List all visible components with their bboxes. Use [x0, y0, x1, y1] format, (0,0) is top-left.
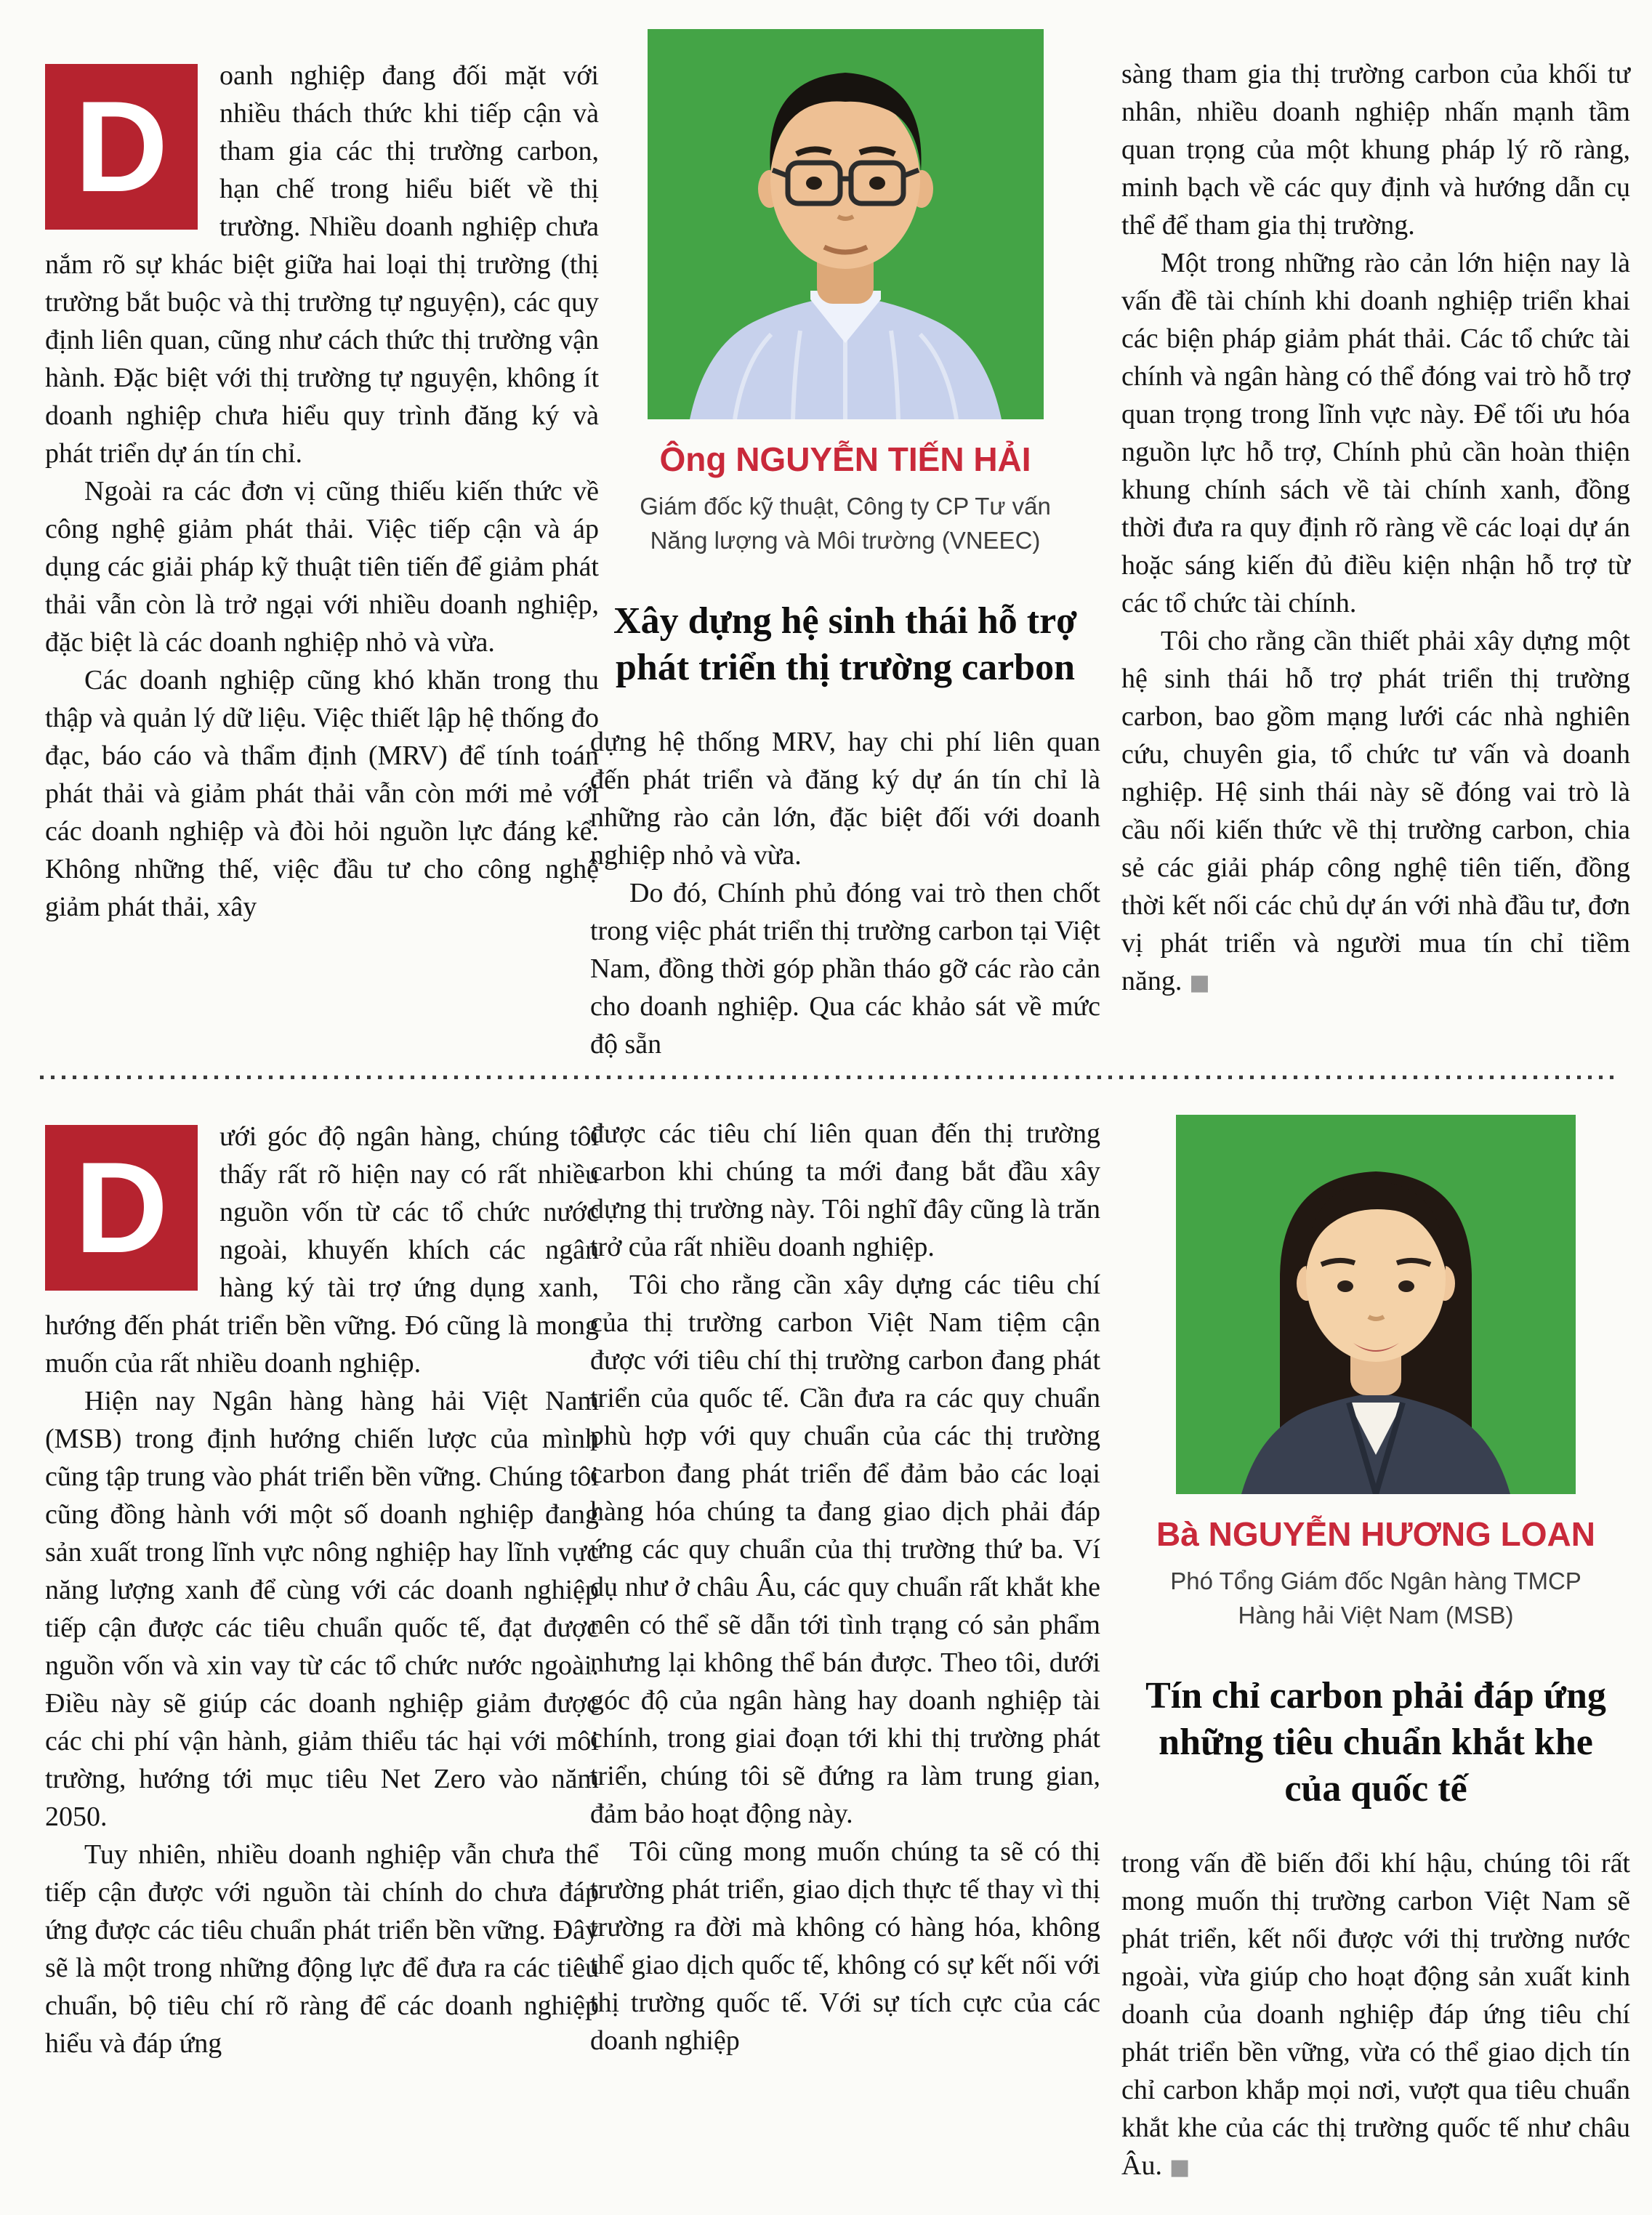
section-headline	[590, 598, 1100, 691]
paragraph-text: oanh nghiệp đang đối mặt với nhiều thách thức khi tiếp cận và tham gia các thị trường carbon, hạn chế trong hiểu biết về thị trường. Nhiều doanh nghiệp chưa nắm rõ sự khác biệt giữa hai loại thị trường (thị trường bắt buộc và thị trường tự nguyện), các quy định liên quan, cũng như cách thức thị trường vận hành. Đặc biệt với thị trường tự nguyện, không ít doanh nghiệp chưa hiểu quy trình đăng ký và phát triển dự án tín chỉ.	[45, 60, 599, 469]
paragraph-text: Hiện nay Ngân hàng hàng hải Việt Nam (MSB) trong định hướng chiến lược của mình cũng tập trung vào phát triển bền vững. Chúng tôi cũng đồng hành với một số doanh nghiệp đang sản xuất trong lĩnh vực nông nghiệp hay lĩnh vực năng lượng xanh để cùng với các doanh nghiệp tiếp cận được các tiêu chuẩn quốc tế, đạt được nguồn vốn và xin vay từ các tổ chức nước ngoài. Điều này sẽ giúp các doanh nghiệp giảm được các chi phí vận hành, giảm thiểu tác hại với môi trường, hướng tới mục tiêu Net Zero vào năm 2050.	[45, 1386, 599, 1832]
paragraph-text: Ngoài ra các đơn vị cũng thiếu kiến thức về công nghệ giảm phát thải. Việc tiếp cận và áp dụng các giải pháp kỹ thuật tiên tiến để giảm phát thải vẫn còn là trở ngại với nhiều doanh nghiệp, đặc biệt là các doanh nghiệp nhỏ và vừa.	[45, 476, 599, 658]
column-body	[590, 723, 1100, 1063]
paragraph-text: sàng tham gia thị trường carbon của khối tư nhân, nhiều doanh nghiệp nhấn mạnh tầm quan trọng của một khung pháp lý rõ ràng, minh bạch về các quy định và hướng dẫn cụ thể để tham gia thị trường.	[1121, 59, 1630, 241]
top-left-column	[45, 57, 599, 926]
speaker-name: Ông NGUYỄN TIẾN HẢI	[659, 440, 1031, 478]
portrait-photo-nguyen-tien-hai	[648, 29, 1044, 419]
body-paragraph	[45, 661, 599, 926]
portrait-photo-nguyen-huong-loan	[1176, 1115, 1576, 1494]
body-paragraph	[45, 57, 599, 472]
headline-line: phát triển thị trường carbon	[616, 647, 1075, 688]
speaker-role-line: Hàng hải Việt Nam (MSB)	[1238, 1602, 1514, 1629]
paragraph-text: trong vấn đề biến đổi khí hậu, chúng tôi rất mong muốn thị trường carbon Việt Nam sẽ phát triển, kết nối được với thị trường nước ngoài, vừa giúp cho hoạt động sản xuất kinh doanh của doanh nghiệp đáp ứng tiêu chí phát triển bền vững, vừa có thể giao dịch tín chỉ carbon khắp mọi nơi, vượt qua tiêu chuẩn khắt khe của các thị trường quốc tế như châu Âu.	[1121, 1848, 1630, 2181]
headline-line: những tiêu chuẩn khắt khe	[1159, 1722, 1593, 1763]
body-paragraph	[1121, 244, 1630, 622]
body-paragraph	[590, 723, 1100, 874]
speaker-name: Bà NGUYỄN HƯƠNG LOAN	[1156, 1515, 1595, 1553]
top-right-column	[1121, 55, 1630, 1002]
paragraph-text: ưới góc độ ngân hàng, chúng tôi thấy rất rõ hiện nay có rất nhiều nguồn vốn từ các tổ chức nước ngoài, khuyến khích các ngân hàng ký tài trợ ứng dụng xanh, hướng đến phát triển bền vững. Đó cũng là mong muốn của rất nhiều doanh nghiệp.	[45, 1121, 599, 1379]
speaker-role-line: Phó Tổng Giám đốc Ngân hàng TMCP	[1170, 1568, 1582, 1594]
body-paragraph	[45, 1382, 599, 1836]
paragraph-text: Một trong những rào cản lớn hiện nay là vấn đề tài chính khi doanh nghiệp triển khai các biện pháp giảm phát thải. Các tổ chức tài chính và ngân hàng có thể đóng vai trò hỗ trợ quan trọng trong lĩnh vực này. Để tối ưu hóa nguồn lực hỗ trợ, Chính phủ cần hoàn thiện khung chính sách về tài chính xanh, đồng thời đưa ra quy định rõ ràng về các loại dự án hoặc sáng kiến đủ điều kiện nhận hỗ trợ từ các tổ chức tài chính.	[1121, 248, 1630, 618]
bottom-middle-column	[590, 1115, 1100, 2059]
paragraph-text: Các doanh nghiệp cũng khó khăn trong thu thập và quản lý dữ liệu. Việc thiết lập hệ thống đo đạc, báo cáo và thẩm định (MRV) để tính toán phát thải và giảm phát thải vẫn còn mới mẻ với các doanh nghiệp và đòi hỏi nguồn lực đáng kể. Không những thế, việc đầu tư cho công nghệ giảm phát thải, xây	[45, 665, 599, 922]
body-paragraph	[590, 874, 1100, 1063]
dotted-section-divider	[40, 1076, 1613, 1079]
body-paragraph	[45, 1118, 599, 1382]
paragraph-text: Do đó, Chính phủ đóng vai trò then chốt trong việc phát triển thị trường carbon tại Việt Nam, đồng thời góp phần tháo gỡ các rào cản cho doanh nghiệp. Qua các khảo sát về mức độ sẵn	[590, 878, 1100, 1060]
drop-cap: D	[45, 64, 198, 230]
body-paragraph	[1121, 622, 1630, 1002]
headline-line: Xây dựng hệ sinh thái hỗ trợ	[613, 600, 1077, 642]
paragraph-text: Tôi cho rằng cần thiết phải xây dựng một hệ sinh thái hỗ trợ phát triển thị trường carbon, bao gồm mạng lưới các nhà nghiên cứu, chuyên gia, tổ chức tư vấn và doanh nghiệp. Hệ sinh thái này sẽ đóng vai trò là cầu nối kiến thức về thị trường carbon, chia sẻ các giải pháp công nghệ tiên tiến, đồng thời kết nối các chủ dự án với nhà đầu tư, đơn vị phát triển và người mua tín chỉ tiềm năng.	[1121, 626, 1630, 996]
body-paragraph	[590, 1833, 1100, 2059]
end-mark-icon: ■	[1169, 2155, 1190, 2180]
body-paragraph	[45, 472, 599, 661]
headline-line: của quốc tế	[1284, 1768, 1467, 1809]
body-paragraph	[1121, 55, 1630, 244]
end-mark-icon: ■	[1189, 970, 1210, 996]
paragraph-text: Tuy nhiên, nhiều doanh nghiệp vẫn chưa thể tiếp cận được với nguồn tài chính do chưa đáp ứng được các tiêu chuẩn phát triển bền vững. Đây sẽ là một trong những động lực để đưa ra các tiêu chuẩn, bộ tiêu chí rõ ràng để các doanh nghiệp hiểu và đáp ứng	[45, 1839, 599, 2059]
section-headline	[1121, 1673, 1630, 1812]
drop-cap: D	[45, 1125, 198, 1291]
paragraph-text: dựng hệ thống MRV, hay chi phí liên quan đến phát triển và đăng ký dự án tín chỉ là những rào cản lớn, đặc biệt đối với doanh nghiệp nhỏ và vừa.	[590, 727, 1100, 871]
column-body	[1121, 1844, 1630, 2187]
speaker-role-line: Năng lượng và Môi trường (VNEEC)	[650, 527, 1041, 554]
speaker-role	[1121, 1564, 1630, 1632]
paragraph-text: được các tiêu chí liên quan đến thị trường carbon khi chúng ta mới đang bắt đầu xây dựng thị trường này. Tôi nghĩ đây cũng là trăn trở của rất nhiều doanh nghiệp.	[590, 1118, 1100, 1262]
body-paragraph	[1121, 1844, 1630, 2187]
speaker-role	[590, 489, 1100, 557]
paragraph-text: Tôi cho rằng cần xây dựng các tiêu chí của thị trường carbon Việt Nam tiệm cận được với tiêu chí thị trường carbon đang phát triển của quốc tế. Cần đưa ra các quy chuẩn phù hợp với quy chuẩn của các thị trường carbon đang phát triển để đảm bảo các loại hàng hóa chúng ta đang giao dịch phải đáp ứng các quy chuẩn của thị trường thứ ba. Ví dụ như ở châu Âu, các quy chuẩn rất khắt khe nên có thể sẽ dẫn tới tình trạng có sản phẩm nhưng lại không thể bán được. Theo tôi, dưới góc độ của ngân hàng hay doanh nghiệp tài chính, trong giai đoạn tới khi thị trường phát triển, chúng tôi sẽ đứng ra làm trung gian, đảm bảo hoạt động này.	[590, 1270, 1100, 1829]
paragraph-text: Tôi cũng mong muốn chúng ta sẽ có thị trường phát triển, giao dịch thực tế thay vì thị trường ra đời mà không có hàng hóa, không thể giao dịch quốc tế, không có sự kết nối với thị trường quốc tế. Với sự tích cực của các doanh nghiệp	[590, 1836, 1100, 2056]
body-paragraph	[590, 1115, 1100, 1266]
body-paragraph	[45, 1836, 599, 2062]
top-middle-column	[590, 29, 1100, 1063]
speaker-role-line: Giám đốc kỹ thuật, Công ty CP Tư vấn	[640, 493, 1051, 520]
body-paragraph	[590, 1266, 1100, 1833]
bottom-left-column	[45, 1118, 599, 2062]
bottom-right-column	[1121, 1115, 1630, 2187]
headline-line: Tín chỉ carbon phải đáp ứng	[1145, 1675, 1606, 1716]
